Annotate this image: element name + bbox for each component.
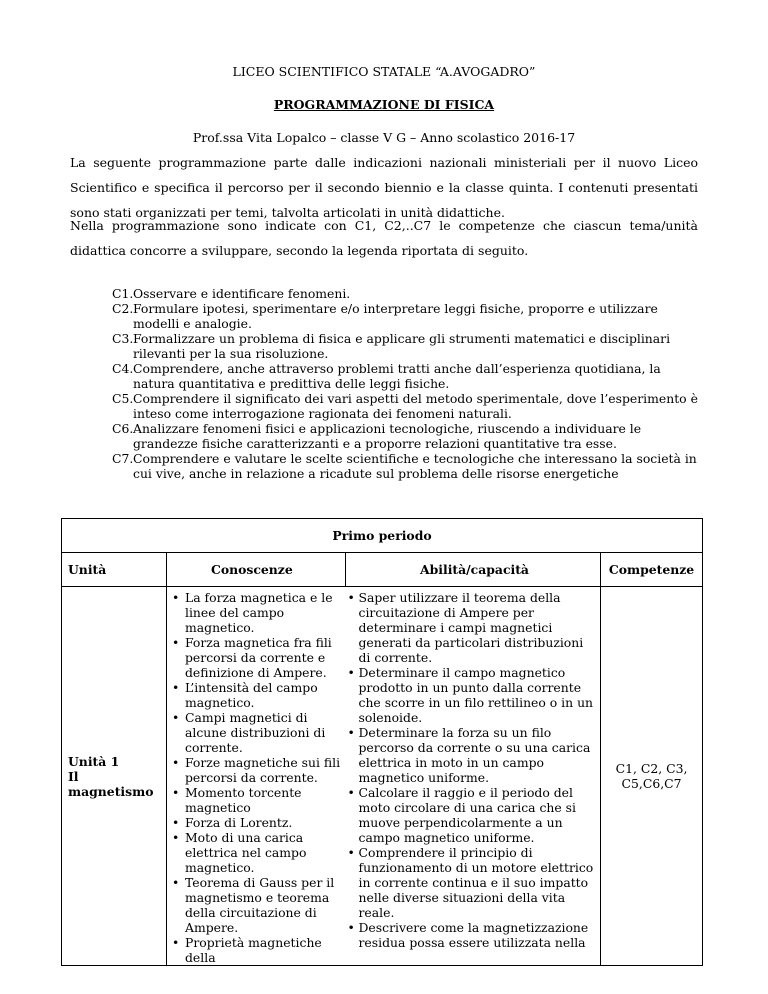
list-item: • Descrivere come la magnetizzazione residua possa essere utilizzata nella (346, 920, 597, 950)
list-item: • Calcolare il raggio e il periodo del moto circolare di una carica che si muove perpendicolarmente a un campo magnetico uniforme. (346, 785, 597, 845)
competence-item (112, 421, 702, 451)
list-item: • Momento torcente magnetico (170, 785, 346, 815)
competence-item (112, 286, 702, 301)
school-name: LICEO SCIENTIFICO STATALE “A.AVOGADRO” (232, 64, 536, 79)
competence-item (112, 331, 702, 361)
unit-cell (62, 587, 167, 966)
list-item: • Moto di una carica elettrica nel campo magnetico. (170, 830, 346, 875)
teacher-line: Prof.ssa Vita Lopalco – classe V G – Anno scolastico 2016-17 (192, 130, 576, 145)
intro-paragraph-1: La seguente programmazione parte dalle indicazioni nazionali ministeriali per il nuovo Liceo Scientifico e specifica il percorso per il secondo biennio e la classe quinta. I contenuti presentati sono stati organizzati per temi, talvolta articolati in unità didattiche. (70, 155, 698, 220)
unit-number: Unità 1 (68, 753, 120, 769)
list-item: • Teorema di Gauss per il magnetismo e teorema della circuitazione di Ampere. (170, 875, 346, 935)
list-item: • La forza magnetica e le linee del campo magnetico. (170, 590, 346, 635)
competence-item (112, 301, 702, 331)
competence-text: Analizzare fenomeni fisici e applicazioni tecnologiche, riuscendo a individuare le grandezze fisiche caratterizzanti e a proporre relazioni quantitative tra esse. (133, 421, 642, 451)
competence-text: Osservare e identificare fenomeni. (133, 286, 351, 301)
competence-text: Comprendere e valutare le scelte scientifiche e tecnologiche che interessano la società in cui vive, anche in relazione a ricadute sul problema delle risorse energetiche (133, 451, 697, 481)
header-competenze: Competenze (601, 553, 703, 587)
header-abilita: Abilità/capacità (346, 553, 601, 587)
competence-text: Comprendere, anche attraverso problemi tratti anche dall’esperienza quotidiana, la natura quantitativa e predittiva delle leggi fisiche. (133, 361, 661, 391)
competence-legend (112, 286, 702, 481)
table-row (62, 587, 703, 966)
competence-item (112, 451, 702, 481)
competenze-cell (601, 587, 703, 966)
competence-text: Comprendere il significato dei vari aspetti del metodo sperimentale, dove l’esperimento è inteso come interrogazione ragionata dei fenomeni naturali. (133, 391, 698, 421)
competence-code: C5. (112, 391, 134, 406)
list-item: • Saper utilizzare il teorema della circuitazione di Ampere per determinare i campi magnetici generati da particolari distribuzioni di corrente. (346, 590, 597, 665)
list-item: • Determinare la forza su un filo percorso da corrente o su una carica elettrica in moto in un campo magnetico uniforme. (346, 725, 597, 785)
list-item: • Proprietà magnetiche della (170, 935, 346, 965)
header-conoscenze: Conoscenze (167, 553, 346, 587)
competence-item (112, 391, 702, 421)
list-item: • Forza di Lorentz. (170, 815, 346, 830)
competence-code: C7. (112, 451, 134, 466)
competence-item (112, 361, 702, 391)
competence-code: C3. (112, 331, 134, 346)
competenze-line-1: C1, C2, C3, (615, 761, 688, 776)
competence-text: Formulare ipotesi, sperimentare e/o interpretare leggi fisiche, proporre e utilizzare modelli e analogie. (133, 301, 658, 331)
list-item: • Determinare il campo magnetico prodotto in un punto dalla corrente che scorre in un filo rettilineo o in un solenoide. (346, 665, 597, 725)
competenze-line-2: C5,C6,C7 (621, 776, 682, 791)
competence-code: C6. (112, 421, 134, 436)
conoscenze-cell (167, 587, 346, 966)
list-item: • Campi magnetici di alcune distribuzioni di corrente. (170, 710, 346, 755)
list-item: • Comprendere il principio di funzionamento di un motore elettrico in corrente continua e il suo impatto nelle diverse situazioni della vita reale. (346, 845, 597, 920)
list-item: • Forza magnetica fra fili percorsi da corrente e definizione di Ampere. (170, 635, 346, 680)
abilita-cell (346, 587, 601, 966)
competence-text: Formalizzare un problema di fisica e applicare gli strumenti matematici e disciplinari rilevanti per la sua risoluzione. (133, 331, 671, 361)
list-item: • L’intensità del campo magnetico. (170, 680, 346, 710)
competence-code: C2. (112, 301, 134, 316)
list-item: • Forze magnetiche sui fili percorsi da corrente. (170, 755, 346, 785)
period-title: Primo periodo (62, 519, 703, 553)
unit-title: Il magnetismo (68, 768, 154, 799)
programme-table (61, 518, 703, 966)
competence-code: C1. (112, 286, 134, 301)
competence-code: C4. (112, 361, 134, 376)
document-title: PROGRAMMAZIONE DI FISICA (273, 97, 495, 112)
intro-paragraph-2: Nella programmazione sono indicate con C1, C2,..C7 le competenze che ciascun tema/unità didattica concorre a sviluppare, secondo la legenda riportata di seguito. (70, 218, 698, 258)
header-unit: Unità (62, 553, 167, 587)
